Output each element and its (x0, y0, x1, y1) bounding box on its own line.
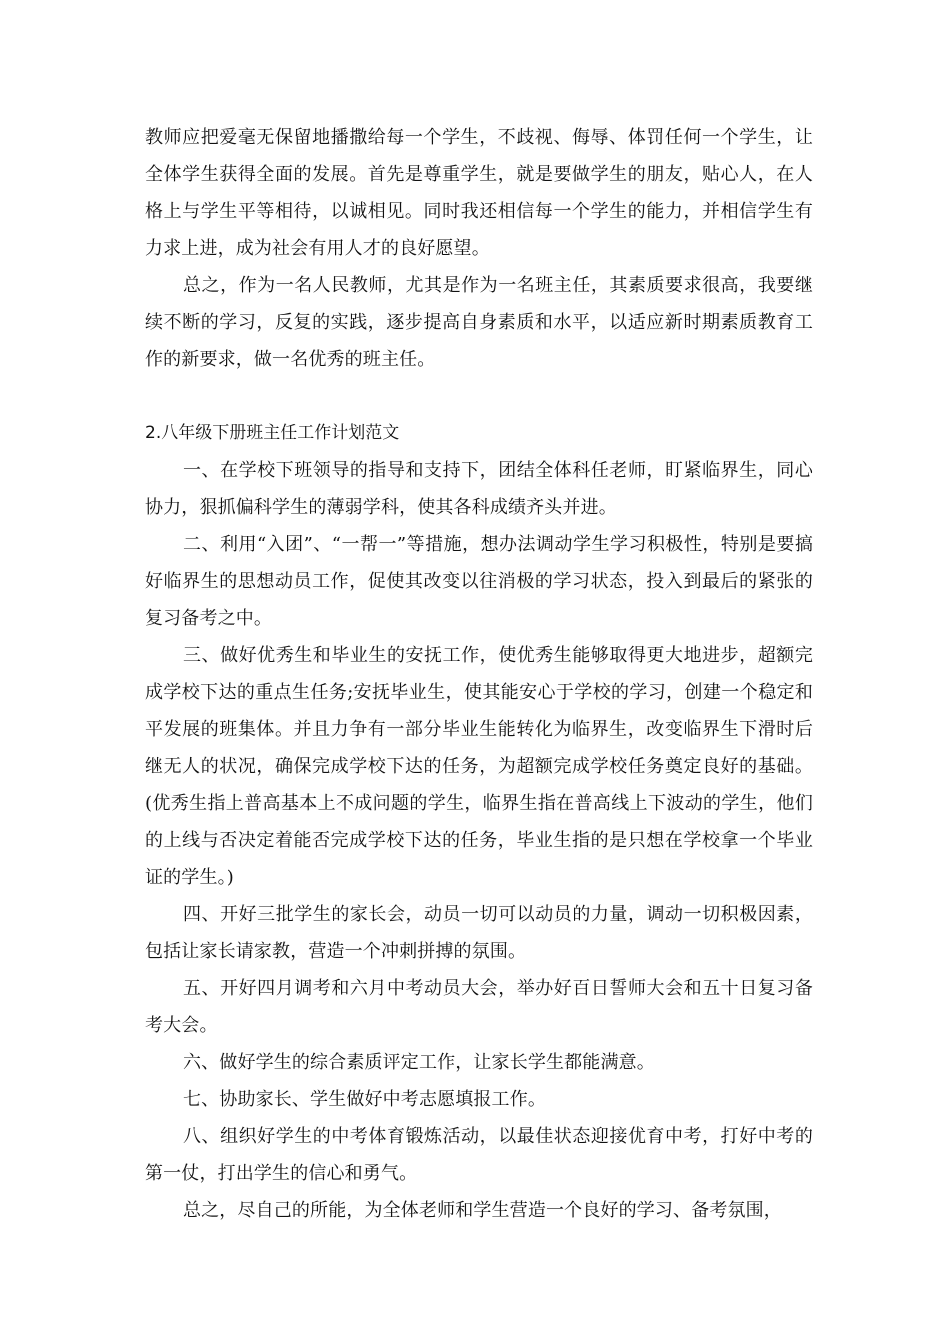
plan-item-3: 三、做好优秀生和毕业生的安抚工作，使优秀生能够取得更大地进步，超额完成学校下达的重点生任务;安抚毕业生，使其能安心于学校的学习，创建一个稳定和平发展的班集体。并且力争有一部分毕业生能转化为临界生，改变临界生下滑时后继无人的状况，确保完成学校下达的任务，为超额完成学校任务奠定良好的基础。(优秀生指上普高基本上不成问题的学生，临界生指在普高线上下波动的学生，他们的上线与否决定着能否完成学校下达的任务，毕业生指的是只想在学校拿一个毕业证的学生。) (145, 645, 813, 888)
plan-item-4: 四、开好三批学生的家长会，动员一切可以动员的力量，调动一切积极因素，包括让家长请家教，营造一个冲刺拼搏的氛围。 (145, 904, 813, 962)
document-page (145, 119, 813, 1229)
section-heading: 2.八年级下册班主任工作计划范文 (145, 423, 400, 443)
plan-item-8: 八、组织好学生的中考体育锻炼活动，以最佳状态迎接优育中考，打好中考的第一仗，打出学生的信心和勇气。 (145, 1126, 813, 1184)
plan-summary: 总之，尽自己的所能，为全体老师和学生营造一个良好的学习、备考氛围， (183, 1200, 782, 1221)
plan-item-6: 六、做好学生的综合素质评定工作，让家长学生都能满意。 (183, 1052, 655, 1073)
paragraph-summary-teacher: 总之，作为一名人民教师，尤其是作为一名班主任，其素质要求很高，我要继续不断的学习，反复的实践，逐步提高自身素质和水平，以适应新时期素质教育工作的新要求，做一名优秀的班主任。 (145, 275, 813, 370)
plan-item-1: 一、在学校下班领导的指导和支持下，团结全体科任老师，盯紧临界生，同心协力，狠抓偏科学生的薄弱学科，使其各科成绩齐头并进。 (145, 460, 813, 518)
plan-item-2: 二、利用“入团”、“一帮一”等措施，想办法调动学生学习积极性，特别是要搞好临界生的思想动员工作，促使其改变以往消极的学习状态，投入到最后的紧张的复习备考之中。 (145, 534, 813, 629)
plan-item-5: 五、开好四月调考和六月中考动员大会，举办好百日誓师大会和五十日复习备考大会。 (145, 978, 813, 1036)
paragraph-continued-love-students: 教师应把爱毫无保留地播撒给每一个学生，不歧视、侮辱、体罚任何一个学生，让全体学生获得全面的发展。首先是尊重学生，就是要做学生的朋友，贴心人，在人格上与学生平等相待，以诚相见。同时我还相信每一个学生的能力，并相信学生有力求上进，成为社会有用人才的良好愿望。 (145, 127, 813, 259)
plan-item-7: 七、协助家长、学生做好中考志愿填报工作。 (183, 1089, 546, 1110)
